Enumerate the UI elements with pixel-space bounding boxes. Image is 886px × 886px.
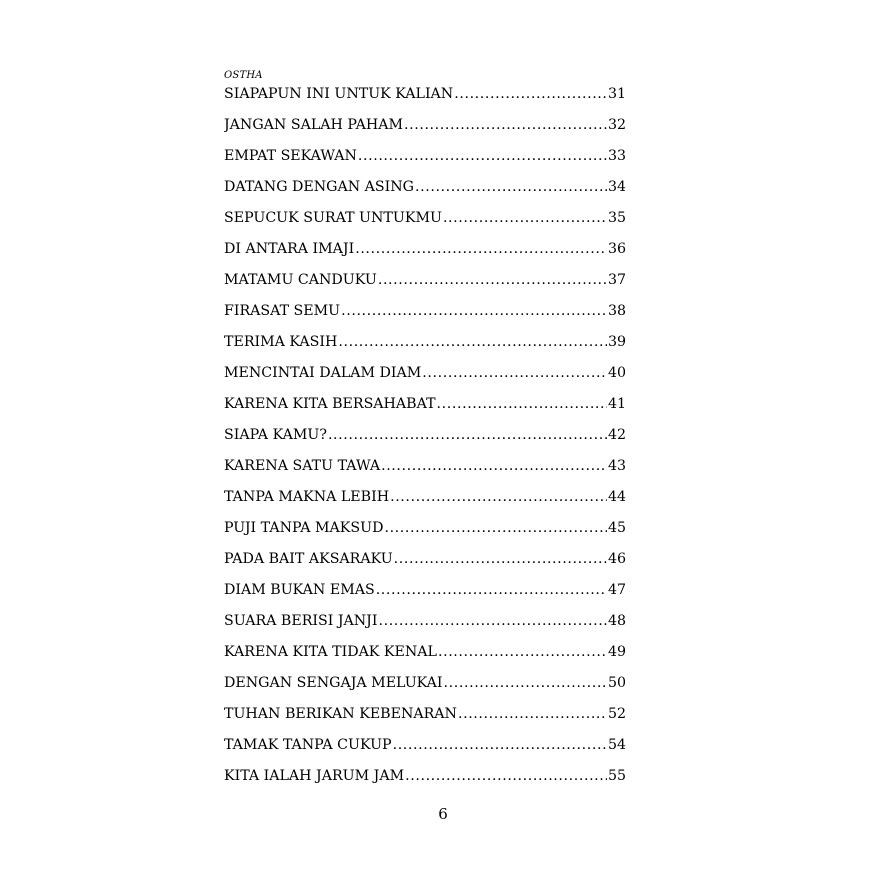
toc-entry	[224, 766, 626, 797]
toc-entry	[224, 332, 626, 363]
toc-entry-page: 34	[607, 179, 626, 195]
toc-dot-leader	[437, 394, 607, 414]
toc-entry	[224, 580, 626, 611]
toc-entry-title: TERIMA KASIH	[224, 334, 338, 350]
toc-entry-page: 49	[607, 644, 626, 660]
toc-dot-leader	[454, 84, 607, 104]
toc-entry-title: KARENA SATU TAWA	[224, 458, 381, 474]
toc-entry	[224, 704, 626, 735]
toc-entry	[224, 611, 626, 642]
toc-entry-title: TANPA MAKNA LEBIH	[224, 489, 390, 505]
toc-dot-leader	[458, 704, 607, 724]
toc-entry-title: KARENA KITA TIDAK KENAL	[224, 644, 437, 660]
toc-dot-leader	[415, 177, 607, 197]
toc-entry-title: DATANG DENGAN ASING	[224, 179, 414, 195]
toc-entry-page: 46	[607, 551, 626, 567]
toc-entry-page: 55	[607, 768, 626, 784]
toc-entry-title: SIAPA KAMU?	[224, 427, 327, 443]
toc-entry-title: PUJI TANPA MAKSUD	[224, 520, 384, 536]
toc-entry	[224, 487, 626, 518]
toc-entry-title: SIAPAPUN INI UNTUK KALIAN	[224, 86, 454, 102]
toc-entry	[224, 518, 626, 549]
toc-dot-leader	[378, 611, 606, 631]
toc-entry	[224, 425, 626, 456]
toc-entry-title: JANGAN SALAH PAHAM	[224, 117, 403, 133]
toc-entry	[224, 84, 626, 115]
toc-dot-leader	[338, 332, 607, 352]
toc-entry-page: 38	[607, 303, 626, 319]
toc-entry	[224, 239, 626, 270]
toc-entry-page: 40	[607, 365, 626, 381]
toc-entry-title: FIRASAT SEMU	[224, 303, 341, 319]
toc-dot-leader	[355, 239, 607, 259]
toc-entry-title: SUARA BERISI JANJI	[224, 613, 378, 629]
toc-entry-page: 41	[607, 396, 626, 412]
running-header: OSTHA	[224, 70, 263, 81]
toc-entry-page: 35	[607, 210, 626, 226]
toc-entry-title: TAMAK TANPA CUKUP	[224, 737, 392, 753]
toc-entry-title: DI ANTARA IMAJI	[224, 241, 355, 257]
toc-entry	[224, 549, 626, 580]
toc-entry-title: EMPAT SEKAWAN	[224, 148, 357, 164]
page-number: 6	[438, 805, 448, 823]
toc-entry-page: 36	[607, 241, 626, 257]
toc-entry	[224, 146, 626, 177]
toc-entry-page: 43	[607, 458, 626, 474]
toc-dot-leader	[341, 301, 607, 321]
toc-entry-title: MENCINTAI DALAM DIAM	[224, 365, 422, 381]
toc-entry	[224, 208, 626, 239]
toc-entry-title: KARENA KITA BERSAHABAT	[224, 396, 436, 412]
toc-dot-leader	[384, 518, 606, 538]
toc-dot-leader	[422, 363, 607, 383]
toc-dot-leader	[444, 673, 607, 693]
toc-entry-page: 50	[607, 675, 626, 691]
toc-entry-title: PADA BAIT AKSARAKU	[224, 551, 393, 567]
toc-dot-leader	[438, 642, 607, 662]
toc-dot-leader	[404, 115, 607, 135]
table-of-contents	[224, 84, 626, 797]
toc-entry	[224, 363, 626, 394]
toc-dot-leader	[393, 735, 607, 755]
toc-dot-leader	[405, 766, 607, 786]
toc-entry-title: MATAMU CANDUKU	[224, 272, 377, 288]
toc-entry	[224, 177, 626, 208]
toc-entry	[224, 673, 626, 704]
toc-entry-page: 39	[607, 334, 626, 350]
toc-entry-page: 37	[607, 272, 626, 288]
toc-entry	[224, 456, 626, 487]
toc-entry-title: KITA IALAH JARUM JAM	[224, 768, 405, 784]
toc-entry-page: 33	[607, 148, 626, 164]
toc-dot-leader	[390, 487, 607, 507]
toc-entry-page: 32	[607, 117, 626, 133]
toc-entry-title: SEPUCUK SURAT UNTUKMU	[224, 210, 442, 226]
toc-entry-title: DIAM BUKAN EMAS	[224, 582, 375, 598]
toc-entry-page: 54	[607, 737, 626, 753]
toc-entry-page: 45	[607, 520, 626, 536]
toc-entry-page: 42	[607, 427, 626, 443]
toc-entry-page: 47	[607, 582, 626, 598]
toc-entry-page: 44	[607, 489, 626, 505]
toc-entry	[224, 115, 626, 146]
toc-entry	[224, 270, 626, 301]
toc-entry	[224, 394, 626, 425]
toc-entry	[224, 301, 626, 332]
toc-dot-leader	[378, 270, 607, 290]
toc-entry	[224, 735, 626, 766]
toc-entry-title: DENGAN SENGAJA MELUKAI	[224, 675, 443, 691]
toc-dot-leader	[381, 456, 607, 476]
toc-dot-leader	[376, 580, 607, 600]
toc-dot-leader	[358, 146, 607, 166]
toc-entry-page: 31	[607, 86, 626, 102]
toc-dot-leader	[328, 425, 607, 445]
toc-entry-page: 52	[607, 706, 626, 722]
toc-entry-page: 48	[607, 613, 626, 629]
toc-dot-leader	[394, 549, 607, 569]
toc-dot-leader	[443, 208, 607, 228]
toc-entry	[224, 642, 626, 673]
toc-entry-title: TUHAN BERIKAN KEBENARAN	[224, 706, 457, 722]
